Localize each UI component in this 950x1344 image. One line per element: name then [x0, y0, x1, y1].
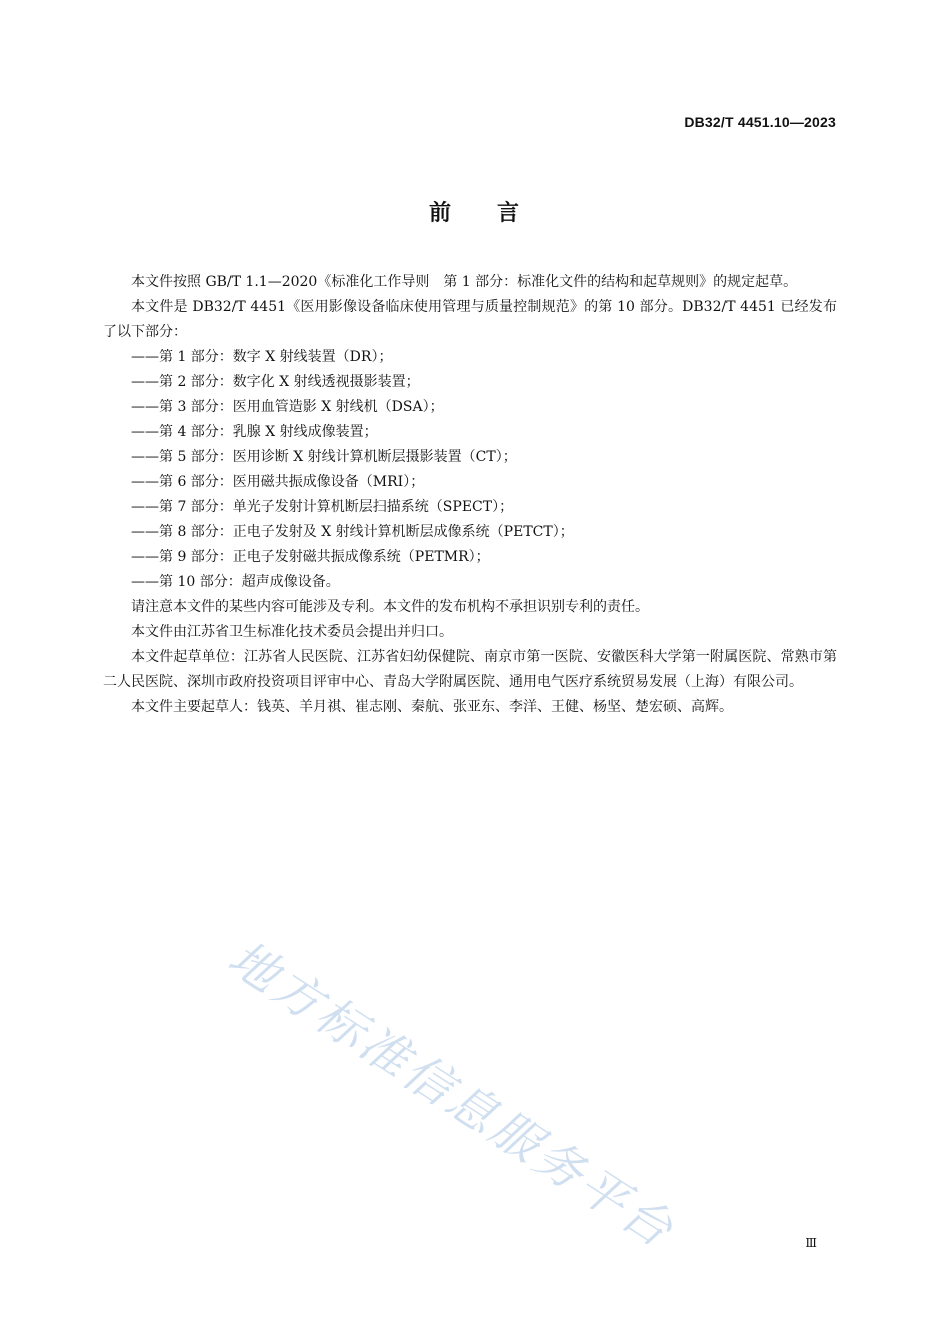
parts-list: [103, 345, 837, 595]
paragraph-drafting-units: 本文件起草单位：江苏省人民医院、江苏省妇幼保健院、南京市第一医院、安徽医科大学第一附属医院、常熟市第二人民医院、深圳市政府投资项目评审中心、青岛大学附属医院、通用电气医疗系统贸易发展（上海）有限公司。: [103, 649, 837, 690]
part-item: ——第 6 部分：医用磁共振成像设备（MRI）；: [131, 474, 425, 490]
paragraph-drafters: 本文件主要起草人：钱英、羊月祺、崔志刚、秦航、张亚东、李洋、王健、杨坚、楚宏硕、高辉。: [131, 699, 733, 715]
page-title: [0, 196, 950, 227]
part-item: ——第 3 部分：医用血管造影 X 射线机（DSA）；: [131, 399, 444, 415]
page-title-right-char: 言: [497, 201, 522, 226]
watermark: 地方标准信息服务平台: [218, 929, 685, 1260]
part-item: ——第 1 部分：数字 X 射线装置（DR）；: [131, 349, 393, 365]
paragraph-proposer: 本文件由江苏省卫生标准化技术委员会提出并归口。: [131, 624, 453, 640]
part-item: ——第 8 部分：正电子发射及 X 射线计算机断层成像系统（PETCT）；: [131, 524, 574, 540]
part-item: ——第 7 部分：单光子发射计算机断层扫描系统（SPECT）；: [131, 499, 514, 515]
document-code: DB32/T 4451.10—2023: [684, 114, 836, 130]
page-title-left-char: 前: [428, 201, 453, 226]
part-item: ——第 4 部分：乳腺 X 射线成像装置；: [131, 424, 378, 440]
paragraph-drafting-basis: 本文件按照 GB/T 1.1—2020《标准化工作导则 第 1 部分：标准化文件的结构和起草规则》的规定起草。: [131, 274, 798, 290]
part-item: ——第 10 部分：超声成像设备。: [131, 574, 340, 590]
page-number: Ⅲ: [805, 1236, 817, 1250]
part-item: ——第 5 部分：医用诊断 X 射线计算机断层摄影装置（CT）；: [131, 449, 517, 465]
foreword-body: [103, 270, 837, 720]
paragraph-patent-notice: 请注意本文件的某些内容可能涉及专利。本文件的发布机构不承担识别专利的责任。: [131, 599, 649, 615]
paragraph-series-intro: 本文件是 DB32/T 4451《医用影像设备临床使用管理与质量控制规范》的第 10 部分。DB32/T 4451 已经发布了以下部分：: [103, 299, 837, 340]
part-item: ——第 2 部分：数字化 X 射线透视摄影装置；: [131, 374, 420, 390]
part-item: ——第 9 部分：正电子发射磁共振成像系统（PETMR）；: [131, 549, 490, 565]
